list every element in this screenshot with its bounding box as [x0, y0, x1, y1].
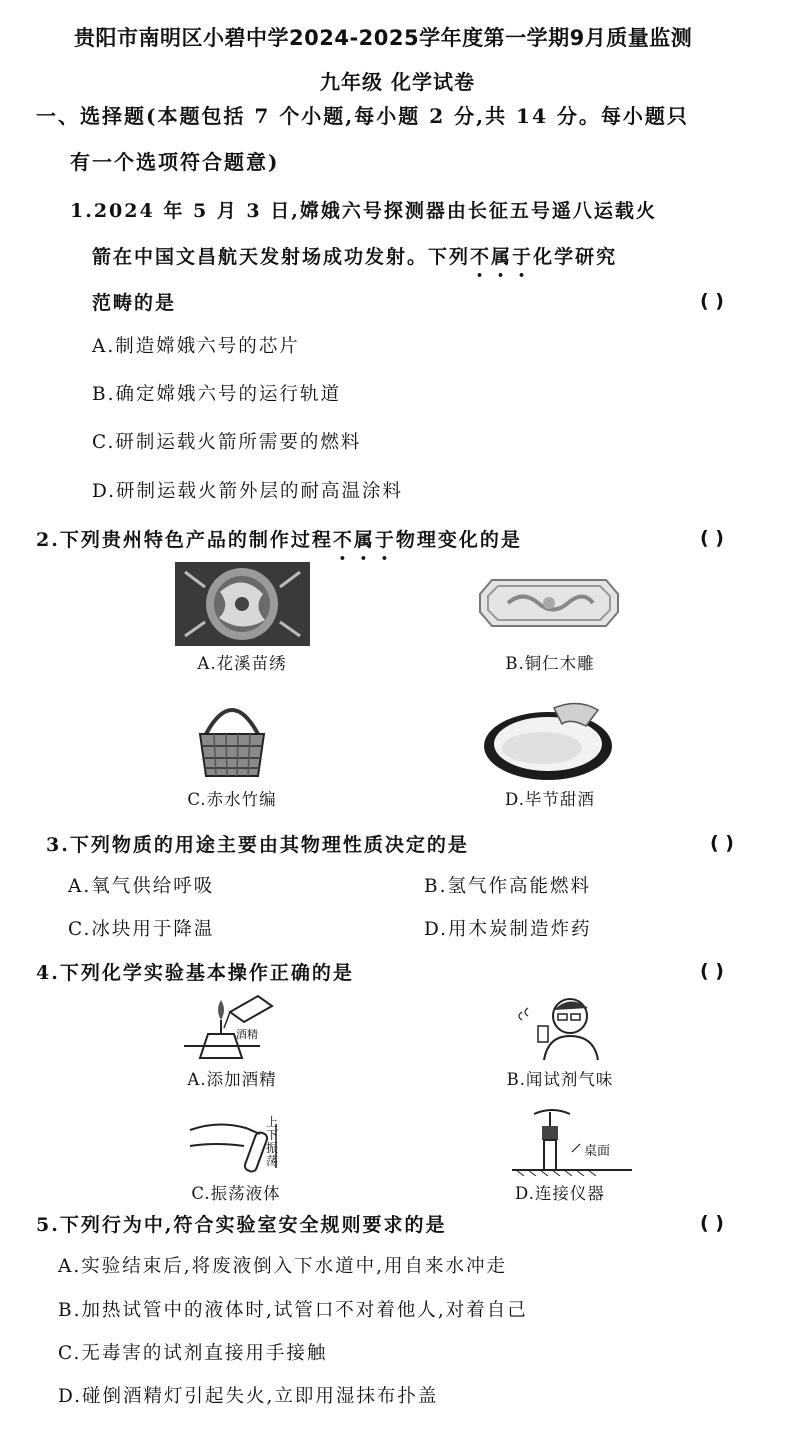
- q5-option-c: C.无毒害的试剂直接用手接触: [58, 1343, 328, 1364]
- q4-caption-b: B.闻试剂气味: [506, 1070, 614, 1089]
- q5-stem: 5.下列行为中,符合实验室安全规则要求的是: [36, 1214, 447, 1236]
- connecting-apparatus-image: [512, 1106, 632, 1176]
- alcohol-label: 酒精: [236, 1028, 258, 1041]
- q1-line2-post: 化学研究: [533, 246, 618, 268]
- q1-emphasis-1: 不: [470, 246, 492, 268]
- q5-option-b: B.加热试管中的液体时,试管口不对着他人,对着自己: [58, 1300, 528, 1321]
- shake-label-2: 荡: [266, 1154, 279, 1168]
- q5-option-a: A.实验结束后,将废液倒入下水道中,用自来水冲走: [58, 1256, 508, 1277]
- q2-caption-d: D.毕节甜酒: [505, 790, 595, 809]
- q4-answer-blank: ( ): [700, 960, 724, 982]
- q3-option-c: C.冰块用于降温: [68, 919, 215, 940]
- q2-stem: [36, 525, 522, 552]
- q4-caption-c: C.振荡液体: [191, 1184, 281, 1203]
- q1-option-d: D.研制运载火箭外层的耐高温涂料: [92, 481, 404, 502]
- exam-title: 贵阳市南明区小碧中学2024-2025学年度第一学期9月质量监测: [74, 26, 693, 50]
- q1-option-a: A.制造嫦娥六号的芯片: [92, 336, 300, 357]
- smelling-reagent-image: [512, 992, 604, 1062]
- q3-stem: 3.下列物质的用途主要由其物理性质决定的是: [46, 834, 469, 856]
- q5-answer-blank: ( ): [700, 1212, 724, 1234]
- sweet-wine-image: [482, 698, 614, 782]
- section-heading-line1: 一、选择题(本题包括 7 个小题,每小题 2 分,共 14 分。每小题只: [36, 104, 689, 128]
- q1-answer-blank: ( ): [700, 290, 724, 312]
- q1-option-b: B.确定嫦娥六号的运行轨道: [92, 384, 341, 405]
- table-label: 桌面: [584, 1144, 611, 1159]
- q3-option-d: D.用木炭制造炸药: [424, 919, 592, 940]
- q2-emphasis-2: 属: [353, 529, 375, 551]
- q2-caption-c: C.赤水竹编: [187, 790, 277, 809]
- q4-caption-a: A.添加酒精: [187, 1070, 277, 1089]
- bamboo-basket-image: [196, 698, 268, 782]
- q4-stem: 4.下列化学实验基本操作正确的是: [36, 962, 354, 984]
- shake-label-1: 振: [266, 1141, 279, 1155]
- q3-option-a: A.氧气供给呼吸: [68, 876, 215, 897]
- q3-option-b: B.氢气作高能燃料: [424, 876, 591, 897]
- q2-emphasis-1: 不: [332, 529, 354, 551]
- q2-stem-pre: 2.下列贵州特色产品的制作过程: [36, 529, 333, 551]
- q1-stem-line1: 1.2024 年 5 月 3 日,嫦娥六号探测器由长征五号遥八运载火: [70, 200, 657, 222]
- q2-stem-post: 物理变化的是: [395, 529, 522, 551]
- adding-alcohol-image: [180, 992, 280, 1062]
- q1-option-c: C.研制运载火箭所需要的燃料: [92, 432, 362, 453]
- embroidery-image: [175, 562, 310, 646]
- q2-caption-a: A.花溪苗绣: [197, 654, 287, 673]
- q1-stem-line3: 范畴的是: [92, 292, 177, 314]
- q3-answer-blank: ( ): [710, 832, 734, 854]
- q4-caption-d: D.连接仪器: [515, 1184, 605, 1203]
- q5-option-d: D.碰倒酒精灯引起失火,立即用湿抹布扑盖: [58, 1386, 439, 1407]
- section-heading-line2: 有一个选项符合题意): [70, 150, 280, 174]
- exam-subtitle: 九年级 化学试卷: [320, 70, 475, 94]
- down-label: 下: [266, 1128, 279, 1142]
- q1-emphasis-3: 于: [512, 246, 534, 268]
- up-label: 上: [266, 1115, 279, 1129]
- q1-emphasis-2: 属: [491, 246, 513, 268]
- shake-labels: [266, 1116, 278, 1168]
- q1-stem-line2: [92, 242, 617, 269]
- wood-carving-image: [478, 572, 620, 634]
- q1-line2-pre: 箭在中国文昌航天发射场成功发射。下列: [92, 246, 471, 268]
- q2-caption-b: B.铜仁木雕: [505, 654, 595, 673]
- q2-emphasis-3: 于: [374, 529, 396, 551]
- q2-answer-blank: ( ): [700, 527, 724, 549]
